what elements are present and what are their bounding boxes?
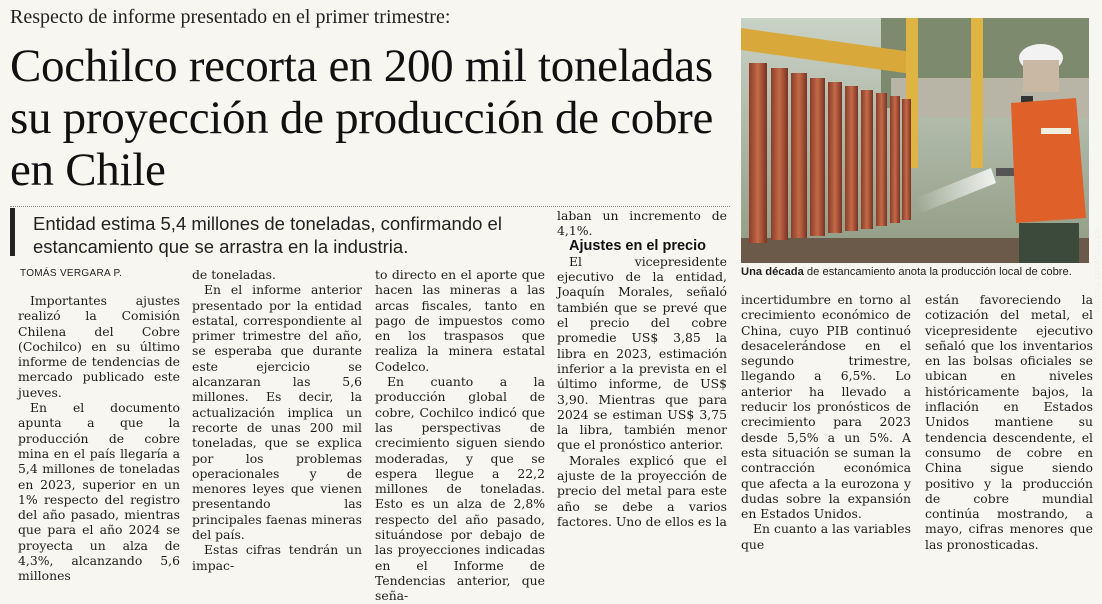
deck-bar	[10, 208, 15, 256]
paragraph: Estas cifras tendrán un impac-	[192, 542, 362, 573]
photo-caption	[741, 266, 1091, 278]
paragraph: En cuanto a la producción global de cobre, Cochilco indicó que las perspectivas de crecimiento siguen siendo moderadas, y que se espera llegue a 22,2 millones de toneladas. Esto es un alza de 2,8% respecto del año pasado, situándose por debajo de las proyecciones indicadas en el Informe de Tendencias anterior, que seña-	[375, 374, 545, 604]
byline: TOMÁS VERGARA P.	[20, 268, 123, 279]
caption-lead: Una década	[741, 266, 804, 278]
paragraph: están favoreciendo la cotización del metal, el vicepresidente ejecutivo señaló que los inventarios en las bolsas oficiales se ubican en niveles históricamente bajos, la inflación en Estados Unidos mantiene su tendencia descendente, el consumo de cobre en China sigue siendo positivo y la producción de cobre mundial continúa mostrando, a mayo, cifras menores que las pronosticadas.	[925, 292, 1093, 552]
subhead: Ajustes en el precio	[569, 237, 706, 254]
paragraph: to directo en el aporte que hacen las mineras a las arcas fiscales, tanto en pago de impuestos como en los traspasos que realiza la minera estatal Codelco.	[375, 267, 545, 374]
paragraph: El vicepresidente ejecutivo de la entidad, Joaquín Morales, señaló también que se prevé que el precio del cobre promedie US$ 3,85 la libra en 2023, estimación inferior a la prevista en el último informe, de US$ 3,90. Mientras que para 2024 se estiman US$ 3,75 la libra, también menor que el pronóstico anterior.	[557, 253, 727, 453]
photo-credit: MINERA TRES VALLES	[1095, 228, 1102, 313]
headline: Cochilco recorta en 200 mil toneladas su proyección de producción de cobre en Chile	[10, 40, 714, 196]
kicker: Respecto de informe presentado en el primer trimestre:	[10, 6, 451, 28]
column-6	[925, 292, 1093, 552]
paragraph: Importantes ajustes realizó la Comisión Chilena del Cobre (Cochilco) en su último informe de tendencias de mercado publicado este jueves.	[18, 293, 180, 400]
photo-illustration	[741, 18, 1089, 263]
paragraph: En el informe anterior presentado por la entidad estatal, correspondiente al primer trimestre del año, se esperaba que durante este ejercicio se alcanzaran las 5,6 millones. Es decir, la actualización implica un recorte de unas 200 mil toneladas, que se explica por los problemas operacionales y de menores leyes que vienen presentando las principales faenas mineras del país.	[192, 282, 362, 543]
divider	[10, 206, 730, 207]
column-1	[18, 293, 180, 584]
column-5	[741, 292, 911, 552]
caption-text: de estancamiento anota la producción local de cobre.	[803, 266, 1072, 278]
paragraph: de toneladas.	[192, 267, 276, 282]
paragraph: En cuanto a las variables que	[741, 521, 911, 552]
paragraph: Morales explicó que el ajuste de la proyección de precio del metal para este año se debe a varios factores. Uno de ellos es la	[557, 452, 727, 529]
column-4	[557, 208, 727, 529]
deck: Entidad estima 5,4 millones de toneladas, confirmando el estancamiento que se arrastra en la industria.	[33, 213, 502, 257]
column-2	[192, 267, 362, 573]
paragraph: En el documento apunta a que la producción de cobre mina en el país llegaría a 5,4 millones de toneladas en 2023, superior en un 1% respecto del registro del año pasado, mientras que para el año 2024 se proyecta un alza de 4,3%, alcanzando 5,6 millones	[18, 400, 180, 584]
column-3	[375, 267, 545, 604]
paragraph: incertidumbre en torno al crecimiento económico de China, cuyo PIB continuó desacelerándose en el segundo trimestre, llegando a 6,5%. Lo anterior ha llevado a reducir los pronósticos de crecimiento para 2023 desde 5,5% a un 5%. A esta situación se suman la contracción económica que afecta a la eurozona y dudas sobre la expansión en Estados Unidos.	[741, 292, 911, 522]
paragraph: laban un incremento de 4,1%.	[557, 208, 727, 239]
